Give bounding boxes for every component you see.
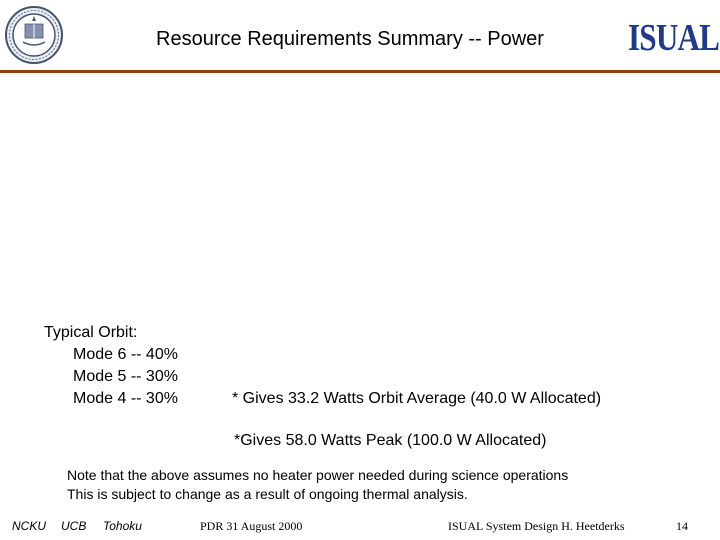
peak-power-note: *Gives 58.0 Watts Peak (100.0 W Allocated) bbox=[234, 432, 547, 449]
thermal-caveat-line: This is subject to change as a result of ongoing thermal analysis. bbox=[67, 486, 468, 502]
mode-5-share: Mode 5 -- 30% bbox=[73, 368, 178, 385]
page-number: 14 bbox=[676, 519, 688, 533]
footer-org-ncku: NCKU bbox=[12, 519, 47, 533]
footer-org-tohoku: Tohoku bbox=[103, 519, 142, 533]
slide-title: Resource Requirements Summary -- Power bbox=[156, 28, 544, 50]
isual-logo: ISUAL bbox=[628, 17, 720, 59]
mode-4-share: Mode 4 -- 30% bbox=[73, 390, 178, 407]
mode-6-share: Mode 6 -- 40% bbox=[73, 346, 178, 363]
orbit-average-note: * Gives 33.2 Watts Orbit Average (40.0 W Allocated) bbox=[232, 390, 602, 407]
university-seal-icon bbox=[5, 6, 63, 64]
footer-system-author: ISUAL System Design H. Heetderks bbox=[448, 519, 625, 533]
orbit-heading: Typical Orbit: bbox=[44, 324, 138, 341]
footer-org-ucb: UCB bbox=[61, 519, 87, 533]
header-divider bbox=[0, 70, 720, 73]
footer-event-date: PDR 31 August 2000 bbox=[200, 519, 303, 533]
heater-caveat-line: Note that the above assumes no heater power needed during science operations bbox=[67, 467, 569, 483]
